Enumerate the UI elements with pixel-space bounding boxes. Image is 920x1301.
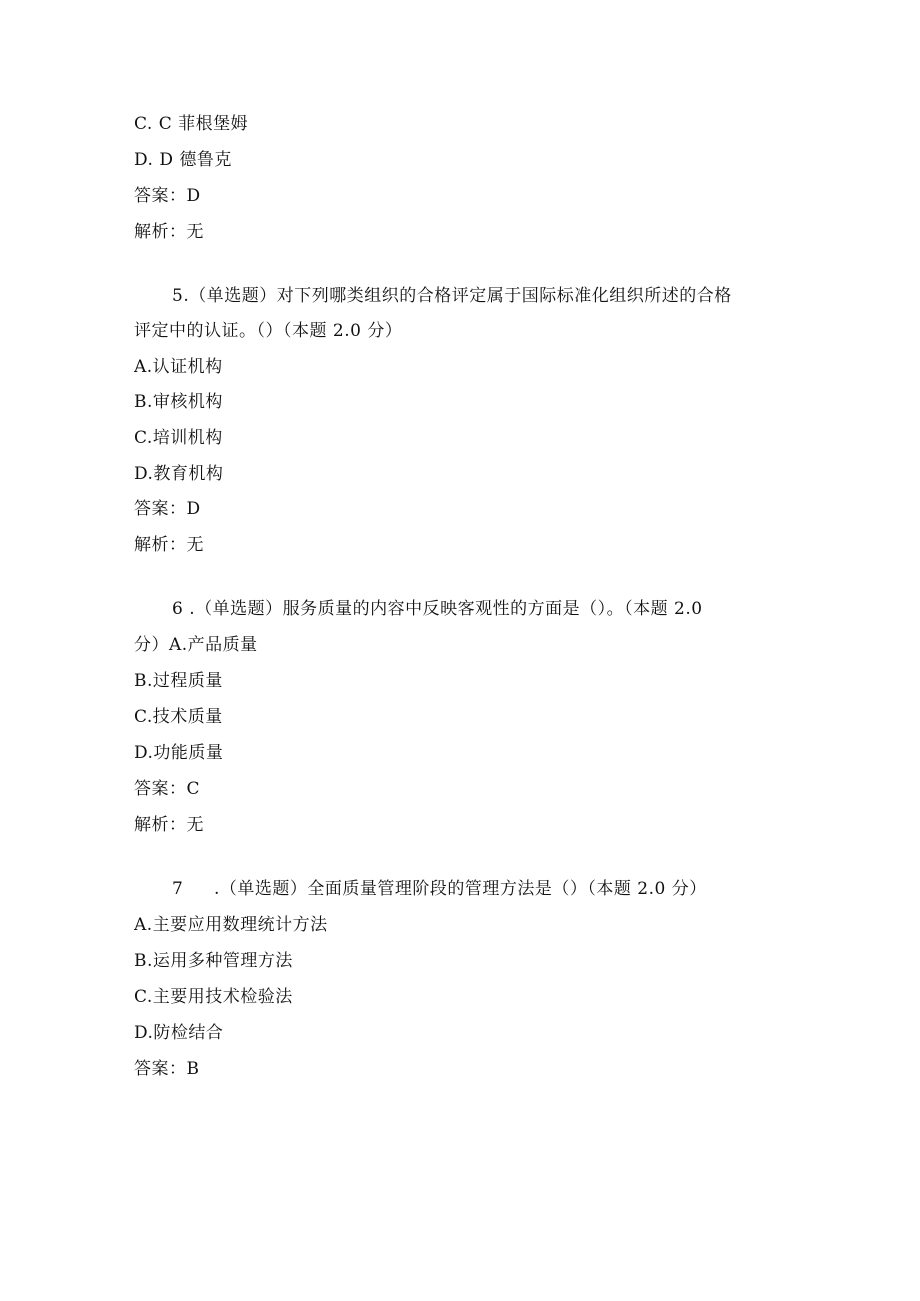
q5-option-a: A.认证机构 xyxy=(134,357,223,377)
q5-option-c: C.培训机构 xyxy=(134,428,223,448)
q6-analysis: 解析：无 xyxy=(134,815,204,835)
q6-option-b: B.过程质量 xyxy=(134,671,223,691)
q6-stem-line1: 6 .（单选题）服务质量的内容中反映客观性的方面是（）。（本题 2.0 xyxy=(172,599,703,619)
q5-option-d: D.教育机构 xyxy=(134,464,224,484)
q5-stem-line2: 评定中的认证。（）（本题 2.0 分） xyxy=(134,321,403,341)
q4-answer: 答案：D xyxy=(134,186,201,206)
q7-option-d: D.防检结合 xyxy=(134,1023,224,1043)
q5-answer: 答案：D xyxy=(134,499,201,519)
q6-option-d: D.功能质量 xyxy=(134,743,224,763)
q7-option-b: B.运用多种管理方法 xyxy=(134,951,293,971)
q7-option-c: C.主要用技术检验法 xyxy=(134,987,293,1007)
q7-number: 7 xyxy=(172,879,184,899)
q6-option-c: C.技术质量 xyxy=(134,707,223,727)
q5-stem-line1: 5.（单选题）对下列哪类组织的合格评定属于国际标准化组织所述的合格 xyxy=(172,286,732,306)
q4-analysis: 解析：无 xyxy=(134,222,204,242)
q6-answer: 答案：C xyxy=(134,779,201,799)
q7-answer: 答案：B xyxy=(134,1059,200,1079)
q7-option-a: A.主要应用数理统计方法 xyxy=(134,915,328,935)
q5-analysis: 解析：无 xyxy=(134,535,204,555)
q5-option-b: B.审核机构 xyxy=(134,392,223,412)
q4-option-c: C. C 菲根堡姆 xyxy=(134,114,249,134)
q7-stem: .（单选题）全面质量管理阶段的管理方法是（）（本题 2.0 分） xyxy=(214,879,707,899)
q6-stem-line2: 分）A.产品质量 xyxy=(134,635,258,655)
q4-option-d: D. D 德鲁克 xyxy=(134,150,232,170)
